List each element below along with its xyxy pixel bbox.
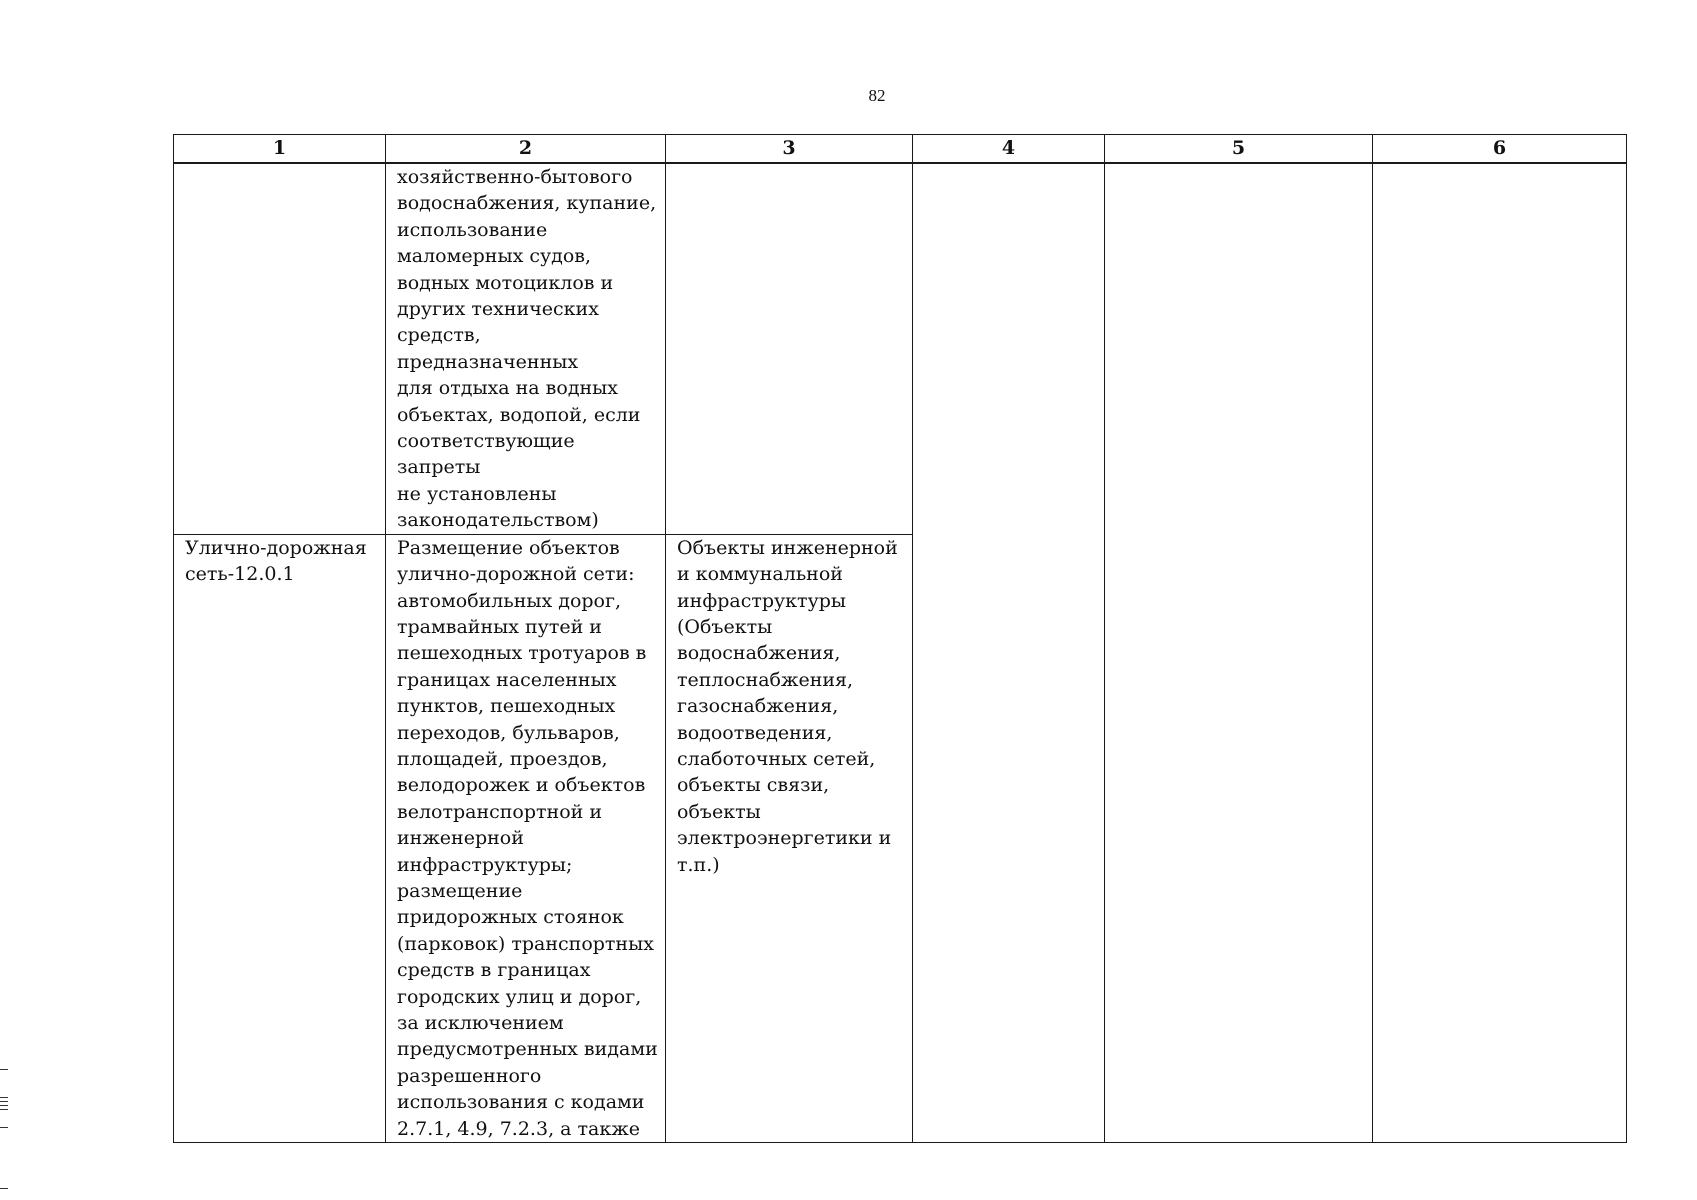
cell-auxiliary-use — [666, 534, 913, 1142]
cell-auxiliary-use — [666, 163, 913, 534]
scan-margin-mark — [0, 1127, 8, 1128]
cell-land-use-type — [174, 534, 386, 1142]
column-header-1: 1 — [174, 135, 386, 164]
scan-margin-mark — [0, 1188, 8, 1189]
land-use-table — [173, 134, 1627, 1143]
cell-text: Объекты инженерной и коммунальной инфраструктуры (Объекты водоснабжения, теплоснабжения, газоснабжения, водоотведения, слаботочных сетей, объекты связи, объекты электроэнергетики и т.п.) — [677, 536, 898, 876]
cell-description — [386, 163, 666, 534]
table-row — [174, 163, 1627, 534]
column-header-3: 3 — [666, 135, 913, 164]
cell-column-4-merged — [913, 163, 1105, 1143]
cell-text: Размещение объектов улично-дорожной сети: автомобильных дорог, трамвайных путей и пешеходных тротуаров в границах населенных пунктов, пешеходных переходов, бульваров, площадей, проездов, велодорожек и объектов велотранспортной и инженерной инфраструктуры; размещение придорожных стоянок (парковок) транспортных средств в границах городских улиц и дорог, за исключением предусмотренных видами разрешенного использования с кодами 2.7.1, 4.9, 7.2.3, а также — [397, 536, 658, 1140]
table-header-row — [174, 135, 1627, 164]
cell-column-5-merged — [1105, 163, 1373, 1143]
column-header-4: 4 — [913, 135, 1105, 164]
column-header-2: 2 — [386, 135, 666, 164]
cell-text: Улично-дорожная сеть-12.0.1 — [185, 536, 367, 586]
document-page — [173, 134, 1626, 1143]
cell-land-use-type — [174, 163, 386, 534]
scan-margin-mark — [0, 1101, 8, 1102]
scan-margin-mark — [0, 1109, 8, 1110]
column-header-6: 6 — [1373, 135, 1627, 164]
scan-margin-mark — [0, 1105, 8, 1106]
cell-column-6-merged — [1373, 163, 1627, 1143]
cell-text: хозяйственно-бытового водоснабжения, купание, использование маломерных судов, водных мотоциклов и других технических средств, предназначенных для отдыха на водных объектах, водопой, если соответствующие запреты не установлены законодательством) — [397, 166, 657, 532]
scan-margin-mark — [0, 1097, 8, 1098]
column-header-5: 5 — [1105, 135, 1373, 164]
cell-description — [386, 534, 666, 1142]
page-number: 82 — [868, 86, 886, 105]
scan-margin-mark — [0, 1069, 8, 1070]
